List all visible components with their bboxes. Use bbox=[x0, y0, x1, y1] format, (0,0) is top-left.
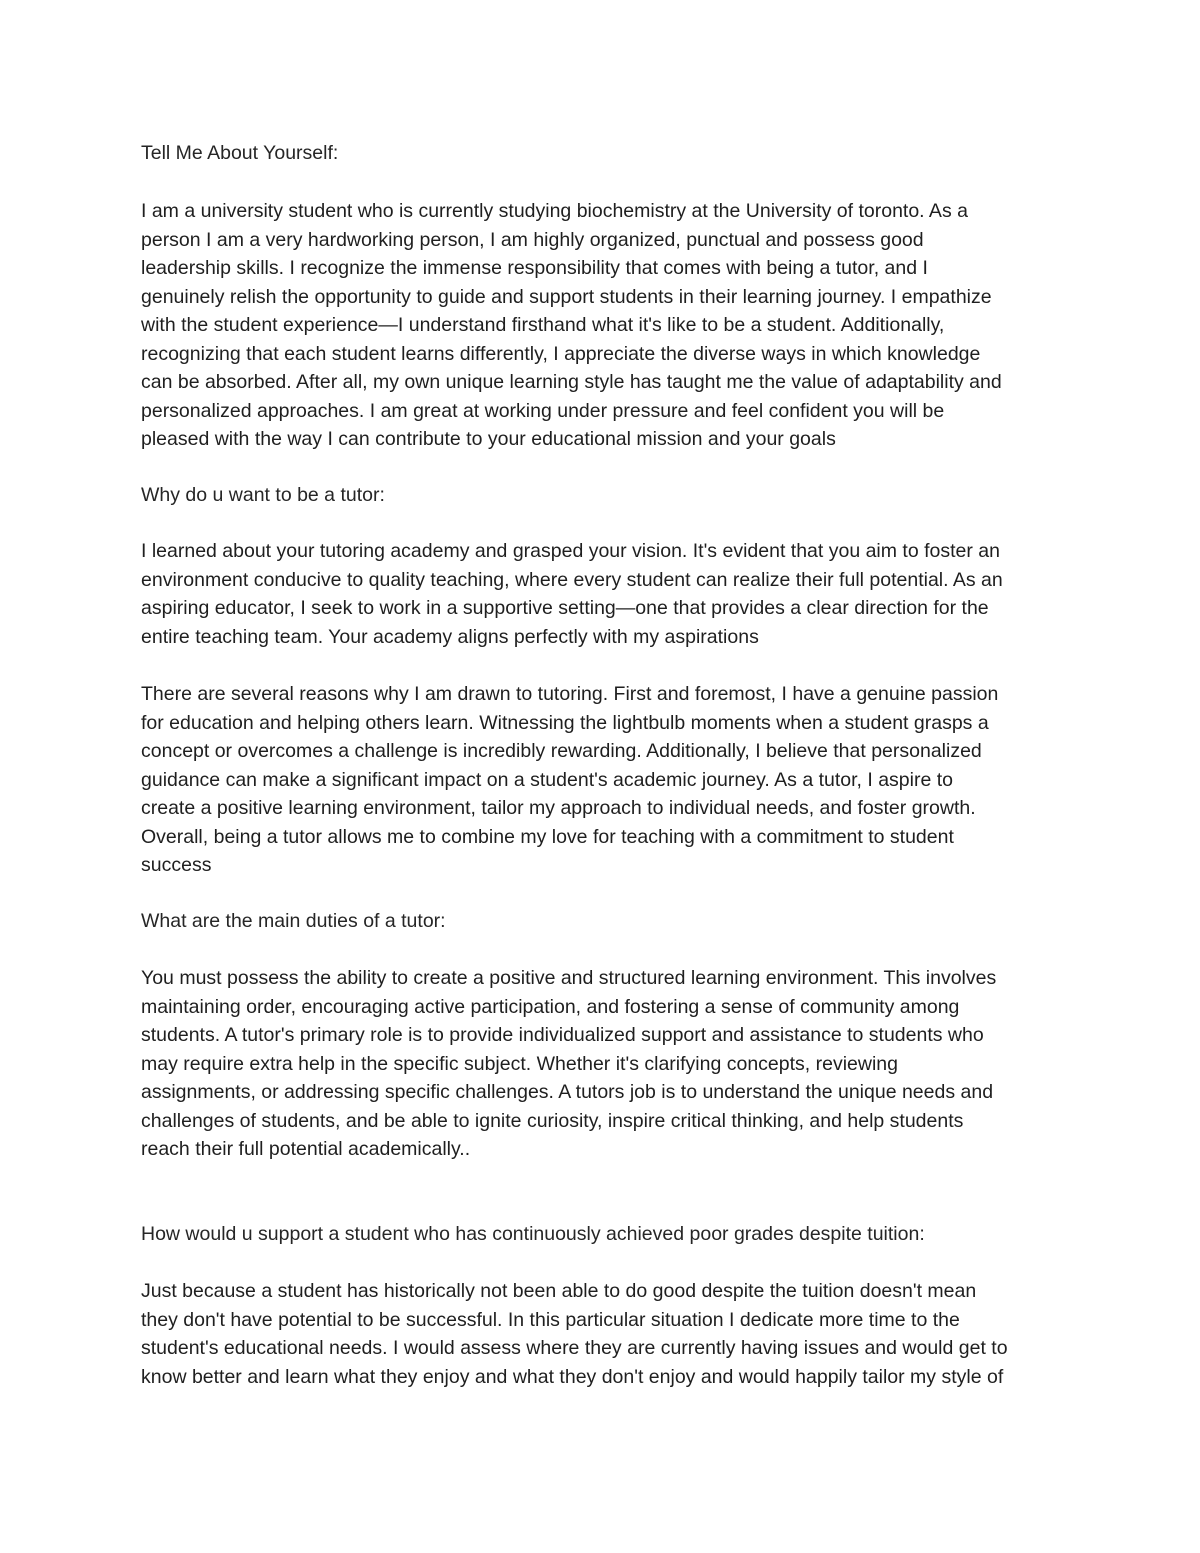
paragraph-line: students. A tutor's primary role is to provide individualized support and assistance to students who bbox=[141, 1024, 984, 1046]
paragraph-line: reach their full potential academically.. bbox=[141, 1138, 471, 1160]
paragraph-line: they don't have potential to be successful. In this particular situation I dedicate more time to the bbox=[141, 1308, 960, 1331]
paragraph-line: personalized approaches. I am great at working under pressure and feel confident you will be bbox=[141, 399, 945, 422]
about-heading-block bbox=[141, 139, 1071, 168]
paragraph-line: environment conducive to quality teaching, where every student can realize their full potential. As an bbox=[141, 568, 1003, 591]
paragraph-line: aspiring educator, I seek to work in a supportive setting—one that provides a clear direction for the bbox=[141, 597, 989, 619]
why-paragraph-2 bbox=[141, 680, 1071, 880]
paragraph-line: with the student experience—I understand firsthand what it's like to be a student. Additionally, bbox=[141, 314, 945, 336]
paragraph-line: concept or overcomes a challenge is incredibly rewarding. Additionally, I believe that personalized bbox=[141, 740, 982, 762]
paragraph-line: create a positive learning environment, tailor my approach to individual needs, and foster growth. bbox=[141, 797, 976, 819]
paragraph-line: Overall, being a tutor allows me to combine my love for teaching with a commitment to student bbox=[141, 825, 954, 848]
why-paragraph-1 bbox=[141, 537, 1071, 651]
paragraph-line: know better and learn what they enjoy and what they don't enjoy and would happily tailor my style of bbox=[141, 1365, 1004, 1388]
paragraph-line: I am a university student who is currently studying biochemistry at the University of toronto. As a bbox=[141, 200, 968, 222]
paragraph-line: may require extra help in the specific subject. Whether it's clarifying concepts, reviewing bbox=[141, 1052, 898, 1075]
support-paragraph bbox=[141, 1277, 1071, 1391]
section-heading-about: Tell Me About Yourself: bbox=[141, 142, 339, 164]
paragraph-line: assignments, or addressing specific challenges. A tutors job is to understand the unique needs and bbox=[141, 1081, 994, 1103]
paragraph-line: genuinely relish the opportunity to guide and support students in their learning journey. I empathize bbox=[141, 285, 992, 308]
paragraph-line: entire teaching team. Your academy aligns perfectly with my aspirations bbox=[141, 625, 759, 648]
paragraph-line: student's educational needs. I would assess where they are currently having issues and would get to bbox=[141, 1337, 1008, 1359]
paragraph-line: pleased with the way I can contribute to your educational mission and your goals bbox=[141, 428, 836, 450]
paragraph-line: I learned about your tutoring academy and grasped your vision. It's evident that you aim to foster an bbox=[141, 540, 1000, 562]
paragraph-line: challenges of students, and be able to ignite curiosity, inspire critical thinking, and help students bbox=[141, 1109, 964, 1132]
paragraph-line: person I am a very hardworking person, I am highly organized, punctual and possess good bbox=[141, 228, 924, 251]
duties-heading-block bbox=[141, 907, 1071, 936]
paragraph-line: recognizing that each student learns differently, I appreciate the diverse ways in which knowledge bbox=[141, 342, 981, 365]
duties-paragraph bbox=[141, 964, 1071, 1164]
paragraph-line: maintaining order, encouraging active participation, and fostering a sense of community among bbox=[141, 995, 960, 1018]
paragraph-line: Just because a student has historically not been able to do good despite the tuition doesn't mean bbox=[141, 1280, 977, 1302]
paragraph-line: guidance can make a significant impact on a student's academic journey. As a tutor, I aspire to bbox=[141, 768, 953, 791]
support-heading-block bbox=[141, 1220, 1071, 1249]
paragraph-line: for education and helping others learn. Witnessing the lightbulb moments when a student grasps a bbox=[141, 711, 989, 734]
paragraph-line: leadership skills. I recognize the immense responsibility that comes with being a tutor, and I bbox=[141, 257, 928, 279]
paragraph-line: can be absorbed. After all, my own unique learning style has taught me the value of adaptability and bbox=[141, 371, 1002, 393]
about-paragraph bbox=[141, 197, 1071, 454]
paragraph-line: You must possess the ability to create a positive and structured learning environment. This involves bbox=[141, 967, 997, 989]
why-heading-block bbox=[141, 481, 1071, 510]
section-heading-why: Why do u want to be a tutor: bbox=[141, 484, 385, 506]
section-heading-support: How would u support a student who has continuously achieved poor grades despite tuition: bbox=[141, 1223, 925, 1245]
paragraph-line: success bbox=[141, 854, 212, 876]
section-heading-duties: What are the main duties of a tutor: bbox=[141, 910, 446, 932]
paragraph-line: There are several reasons why I am drawn to tutoring. First and foremost, I have a genuine passion bbox=[141, 683, 999, 705]
